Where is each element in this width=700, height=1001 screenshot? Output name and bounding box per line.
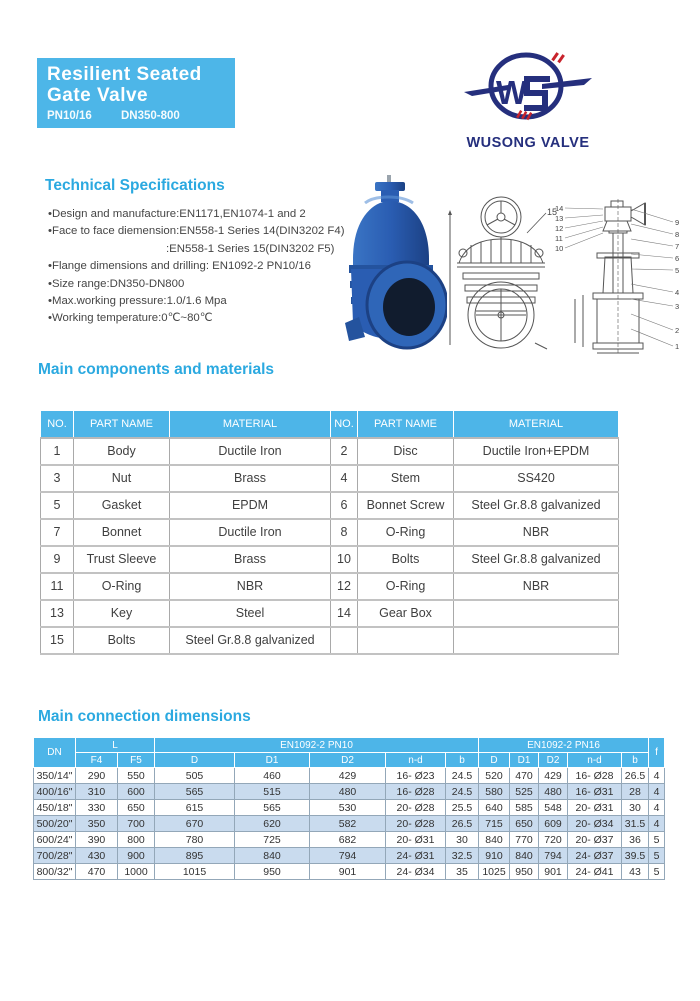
dimension-cell: 794 (539, 848, 568, 864)
section-callouts-left (555, 204, 603, 253)
component-cell: Bolts (358, 546, 454, 573)
component-cell: O-Ring (358, 519, 454, 546)
dimensions-column-header: D2 (539, 753, 568, 768)
section-callout-label: 1 (675, 342, 680, 351)
dimension-cell: 794 (310, 848, 386, 864)
dimension-cell: 580 (479, 784, 510, 800)
component-row (41, 519, 619, 546)
valve-front-drawing (443, 193, 565, 353)
dimension-cell: 901 (310, 864, 386, 880)
dimension-cell: 650 (118, 800, 155, 816)
dimension-cell: 840 (479, 832, 510, 848)
dimension-cell: 700/28" (34, 848, 76, 864)
component-cell: Gasket (74, 492, 170, 519)
section-callout-label: 2 (675, 326, 680, 335)
component-cell (358, 627, 454, 654)
dimension-row (34, 800, 665, 816)
spec-item: •Max.working pressure:1.0/1.6 Mpa (48, 295, 227, 308)
components-table (40, 410, 619, 655)
logo-letter-w: W (496, 74, 528, 111)
dimension-cell: 800/32" (34, 864, 76, 880)
spec-item: •Working temperature:0℃~80℃ (48, 312, 213, 325)
dimension-cell: 4 (649, 768, 665, 784)
dimension-cell: 330 (76, 800, 118, 816)
component-cell: NBR (170, 573, 331, 600)
dimension-cell: 725 (235, 832, 310, 848)
dimension-cell: 550 (118, 768, 155, 784)
dimension-cell: 24- Ø37 (568, 848, 622, 864)
component-row (41, 438, 619, 465)
component-cell (454, 600, 619, 627)
dimension-cell: 310 (76, 784, 118, 800)
product-title-line2: Gate Valve (47, 85, 149, 106)
component-cell: SS420 (454, 465, 619, 492)
dimension-cell: 5 (649, 832, 665, 848)
section-callout-label: 6 (675, 254, 680, 263)
dimension-cell: 26.5 (446, 816, 479, 832)
component-cell: 8 (331, 519, 358, 546)
component-cell: 4 (331, 465, 358, 492)
component-cell: NBR (454, 519, 619, 546)
spec-item: :EN558-1 Series 15(DIN3202 F5) (166, 242, 335, 255)
dimensions-column-header: F4 (76, 753, 118, 768)
component-cell: Nut (74, 465, 170, 492)
component-cell: NBR (454, 573, 619, 600)
section-callout-label: 8 (675, 230, 680, 239)
dimension-cell: 480 (539, 784, 568, 800)
dimension-cell: 16- Ø28 (386, 784, 446, 800)
dimension-cell: 25.5 (446, 800, 479, 816)
brand-name: WUSONG VALVE (466, 135, 590, 151)
dimension-cell: 565 (155, 784, 235, 800)
component-cell (454, 627, 619, 654)
component-cell: Trust Sleeve (74, 546, 170, 573)
dimensions-column-header: b (446, 753, 479, 768)
dimension-cell: 895 (155, 848, 235, 864)
dimension-cell: 520 (479, 768, 510, 784)
dimension-cell: 390 (76, 832, 118, 848)
dimension-cell: 429 (310, 768, 386, 784)
component-row (41, 492, 619, 519)
dimension-row (34, 864, 665, 880)
dimension-cell: 515 (235, 784, 310, 800)
dimension-cell: 525 (510, 784, 539, 800)
col-header-pn10: EN1092-2 PN10 (155, 738, 479, 753)
size-range: DN350-800 (120, 110, 180, 122)
component-cell: Steel (170, 600, 331, 627)
dimension-cell: 640 (479, 800, 510, 816)
dimensions-column-header: D1 (235, 753, 310, 768)
components-column-header: PART NAME (358, 411, 454, 438)
dimension-cell: 609 (539, 816, 568, 832)
dimension-cell: 429 (539, 768, 568, 784)
component-cell: Ductile Iron+EPDM (454, 438, 619, 465)
dimension-cell: 500/20" (34, 816, 76, 832)
component-cell: 10 (331, 546, 358, 573)
components-column-header: NO. (41, 411, 74, 438)
dimension-cell: 39.5 (622, 848, 649, 864)
components-column-header: PART NAME (74, 411, 170, 438)
dimension-cell: 24.5 (446, 784, 479, 800)
dimension-cell: 350/14" (34, 768, 76, 784)
dimension-cell: 28 (622, 784, 649, 800)
dimension-cell: 16- Ø31 (568, 784, 622, 800)
dimension-cell: 4 (649, 816, 665, 832)
component-cell: Ductile Iron (170, 519, 331, 546)
component-cell: O-Ring (358, 573, 454, 600)
product-subtitle (47, 110, 235, 122)
component-cell: 14 (331, 600, 358, 627)
dimension-cell: 43 (622, 864, 649, 880)
dimension-cell: 26.5 (622, 768, 649, 784)
product-title-line1: Resilient Seated (47, 64, 202, 85)
component-cell: EPDM (170, 492, 331, 519)
dimension-cell: 430 (76, 848, 118, 864)
component-row (41, 627, 619, 654)
dimension-row (34, 816, 665, 832)
dimension-cell: 780 (155, 832, 235, 848)
dimension-cell: 20- Ø28 (386, 800, 446, 816)
dimension-cell: 35 (446, 864, 479, 880)
component-cell: 7 (41, 519, 74, 546)
section-callout-label: 14 (555, 204, 564, 213)
dimension-cell: 36 (622, 832, 649, 848)
section-callout-label: 10 (555, 244, 564, 253)
dimension-cell: 950 (510, 864, 539, 880)
dimension-cell: 4 (649, 784, 665, 800)
components-column-header: NO. (331, 411, 358, 438)
component-cell: 1 (41, 438, 74, 465)
dimensions-column-header: n-d (386, 753, 446, 768)
specs-list (48, 206, 348, 328)
dimensions-table (33, 737, 665, 880)
brand-logo (462, 46, 594, 151)
section-callout-label: 4 (675, 288, 680, 297)
component-cell: 3 (41, 465, 74, 492)
col-header-l: L (76, 738, 155, 753)
dimension-cell: 24- Ø34 (386, 864, 446, 880)
dimension-cell: 582 (310, 816, 386, 832)
dimensions-column-header: D1 (510, 753, 539, 768)
logo-mark-icon (462, 46, 594, 128)
dimension-cell: 30 (446, 832, 479, 848)
dimension-cell: 615 (155, 800, 235, 816)
section-callout-label: 12 (555, 224, 564, 233)
dimension-row (34, 784, 665, 800)
dimension-cell: 950 (235, 864, 310, 880)
component-cell: Body (74, 438, 170, 465)
component-row (41, 465, 619, 492)
front-callout-label: 15 (547, 207, 558, 217)
dimensions-column-header: F5 (118, 753, 155, 768)
component-cell: Key (74, 600, 170, 627)
dimension-cell: 770 (510, 832, 539, 848)
component-cell: Stem (358, 465, 454, 492)
dimension-row (34, 832, 665, 848)
title-box (37, 58, 235, 128)
dimension-cell: 20- Ø28 (386, 816, 446, 832)
dimension-cell: 585 (510, 800, 539, 816)
dimension-cell: 600/24" (34, 832, 76, 848)
dimension-cell: 682 (310, 832, 386, 848)
logo-letter-s (524, 79, 550, 108)
component-cell: 5 (41, 492, 74, 519)
dimension-cell: 20- Ø31 (568, 800, 622, 816)
section-callout-label: 11 (555, 234, 563, 243)
dimension-row (34, 768, 665, 784)
components-column-header: MATERIAL (454, 411, 619, 438)
spec-item: •Design and manufacture:EN1171,EN1074-1 and 2 (48, 208, 306, 220)
dimension-cell: 290 (76, 768, 118, 784)
pressure-rating: PN10/16 (47, 110, 92, 122)
dimension-cell: 840 (510, 848, 539, 864)
dimension-cell: 31.5 (622, 816, 649, 832)
component-row (41, 546, 619, 573)
dimension-cell: 715 (479, 816, 510, 832)
dimension-cell: 650 (510, 816, 539, 832)
dimension-cell: 480 (310, 784, 386, 800)
dimensions-column-header: b (622, 753, 649, 768)
dimension-cell: 901 (539, 864, 568, 880)
dimension-cell: 16- Ø23 (386, 768, 446, 784)
component-cell: Ductile Iron (170, 438, 331, 465)
dimension-cell: 470 (76, 864, 118, 880)
dimension-cell: 460 (235, 768, 310, 784)
dimension-cell: 30 (622, 800, 649, 816)
component-cell: 9 (41, 546, 74, 573)
valve-photo (335, 173, 447, 351)
dimension-cell: 350 (76, 816, 118, 832)
dimensions-column-header: n-d (568, 753, 622, 768)
section-callout-label: 3 (675, 302, 680, 311)
component-cell: 15 (41, 627, 74, 654)
valve-section-drawing (553, 197, 688, 357)
dimensions-column-header: D2 (310, 753, 386, 768)
section-callout-label: 5 (675, 266, 680, 275)
dimension-cell: 20- Ø31 (386, 832, 446, 848)
dimension-cell: 24- Ø41 (568, 864, 622, 880)
dimensions-subheader-row (34, 753, 665, 768)
dimension-row (34, 848, 665, 864)
spec-item: •Face to face diemension:EN558-1 Series 14(DIN3202 F4) (48, 225, 345, 238)
dimension-cell: 4 (649, 800, 665, 816)
dimension-cell: 505 (155, 768, 235, 784)
section-title-specs: Technical Specifications (45, 177, 225, 194)
component-cell: Gear Box (358, 600, 454, 627)
dimension-cell: 450/18" (34, 800, 76, 816)
component-cell: Steel Gr.8.8 galvanized (454, 546, 619, 573)
component-cell: Bonnet Screw (358, 492, 454, 519)
dimension-cell: 910 (479, 848, 510, 864)
component-cell: Brass (170, 546, 331, 573)
spec-item: •Size range:DN350-DN800 (48, 277, 185, 290)
component-cell: 12 (331, 573, 358, 600)
dimension-cell: 565 (235, 800, 310, 816)
component-cell: Bonnet (74, 519, 170, 546)
component-cell: Brass (170, 465, 331, 492)
component-cell: 11 (41, 573, 74, 600)
dimension-cell: 20- Ø34 (568, 816, 622, 832)
dimension-cell: 24.5 (446, 768, 479, 784)
dimension-cell: 620 (235, 816, 310, 832)
dimension-cell: 1015 (155, 864, 235, 880)
col-header-pn16: EN1092-2 PN16 (479, 738, 649, 753)
dimension-cell: 548 (539, 800, 568, 816)
dimension-cell: 400/16" (34, 784, 76, 800)
dimension-cell: 720 (539, 832, 568, 848)
component-cell: 6 (331, 492, 358, 519)
component-row (41, 573, 619, 600)
col-header-f: f (649, 738, 665, 768)
dimension-cell: 530 (310, 800, 386, 816)
dimensions-group-header-row (34, 738, 665, 753)
col-header-dn: DN (34, 738, 76, 768)
component-cell: O-Ring (74, 573, 170, 600)
components-column-header: MATERIAL (170, 411, 331, 438)
dimension-cell: 840 (235, 848, 310, 864)
section-callout-label: 7 (675, 242, 680, 251)
dimension-cell: 900 (118, 848, 155, 864)
dimension-cell: 5 (649, 864, 665, 880)
dimension-cell: 20- Ø37 (568, 832, 622, 848)
section-title-dimensions: Main connection dimensions (38, 708, 251, 725)
dimension-cell: 600 (118, 784, 155, 800)
dimension-cell: 5 (649, 848, 665, 864)
dimension-cell: 16- Ø28 (568, 768, 622, 784)
component-cell: Steel Gr.8.8 galvanized (170, 627, 331, 654)
dimension-cell: 470 (510, 768, 539, 784)
dimension-cell: 1000 (118, 864, 155, 880)
component-cell (331, 627, 358, 654)
component-row (41, 600, 619, 627)
section-callout-label: 9 (675, 218, 680, 227)
component-cell: Bolts (74, 627, 170, 654)
dimension-cell: 800 (118, 832, 155, 848)
component-cell: 13 (41, 600, 74, 627)
component-cell: Steel Gr.8.8 galvanized (454, 492, 619, 519)
component-cell: Disc (358, 438, 454, 465)
dimensions-column-header: D (155, 753, 235, 768)
section-callouts-right (631, 209, 679, 351)
component-cell: 2 (331, 438, 358, 465)
dimension-cell: 24- Ø31 (386, 848, 446, 864)
dimension-cell: 32.5 (446, 848, 479, 864)
dimension-cell: 670 (155, 816, 235, 832)
dimension-cell: 1025 (479, 864, 510, 880)
components-header-row (41, 411, 619, 438)
spec-item: •Flange dimensions and drilling: EN1092-2 PN10/16 (48, 260, 311, 273)
dimensions-column-header: D (479, 753, 510, 768)
section-title-components: Main components and materials (38, 361, 274, 378)
section-callout-label: 13 (555, 214, 564, 223)
dimension-cell: 700 (118, 816, 155, 832)
